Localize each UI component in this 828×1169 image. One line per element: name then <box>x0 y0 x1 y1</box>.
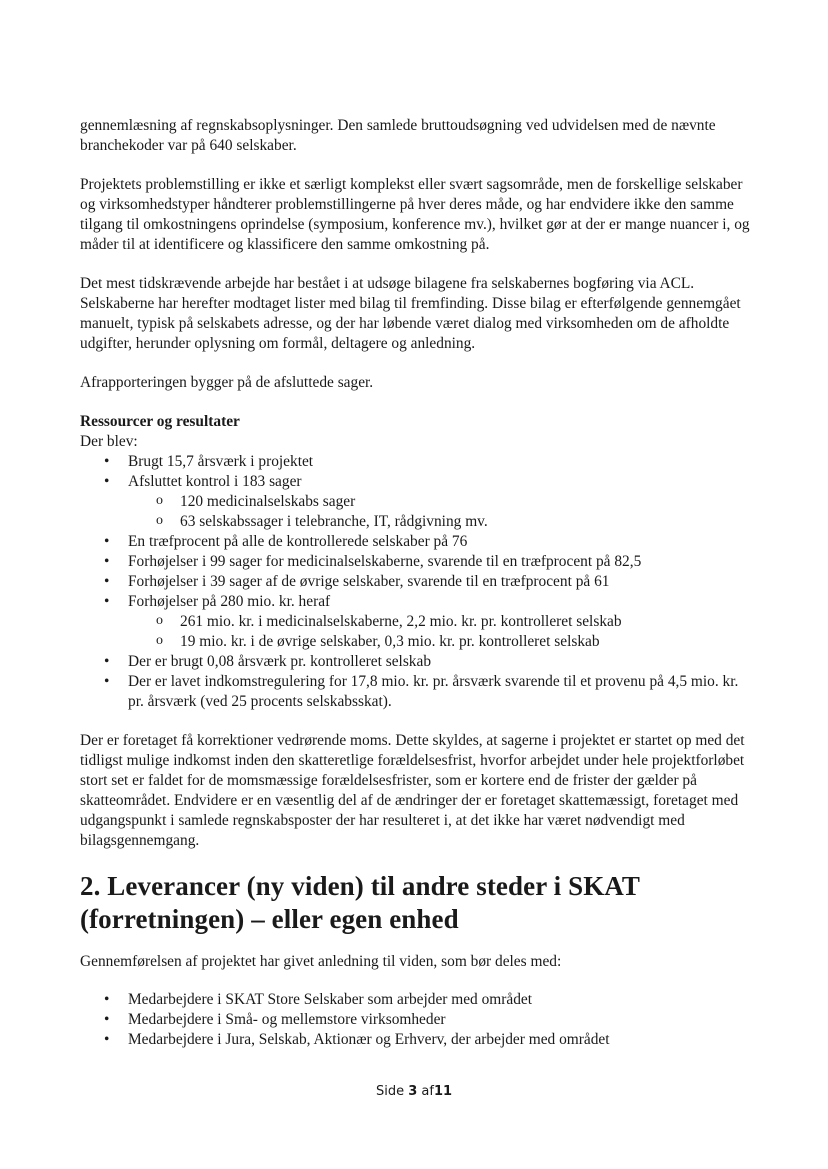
sub-list-item: o 19 mio. kr. i de øvrige selskaber, 0,3 mio. kr. pr. kontrolleret selskab <box>80 632 750 652</box>
page-footer <box>0 1084 828 1099</box>
list-item: • Forhøjelser i 99 sager for medicinalselskaberne, svarende til en træfprocent på 82,5 <box>80 552 750 572</box>
section-2-intro: Gennemførelsen af projektet har givet anledning til viden, som bør deles med: <box>80 953 562 970</box>
list-item: • Der er lavet indkomstregulering for 17,8 mio. kr. pr. årsværk svarende til et provenu på 4,5 mio. kr. pr. årsværk (ved 25 procents selskabsskat). <box>80 672 750 712</box>
sub-list-item: o 261 mio. kr. i medicinalselskaberne, 2,2 mio. kr. pr. kontrolleret selskab <box>80 612 750 632</box>
section-2-heading: 2. Leverancer (ny viden) til andre steder i SKAT (forretningen) – eller egen enhed <box>80 871 640 934</box>
paragraph-intro: gennemlæsning af regnskabsoplysninger. Den samlede bruttoudsøgning ved udvidelsen med de nævnte branchekoder var på 640 selskaber. <box>80 117 716 154</box>
sublist-amounts <box>128 612 750 652</box>
paragraph-report: Afrapporteringen bygger på de afsluttede sager. <box>80 374 374 391</box>
paragraph-work: Det mest tidskrævende arbejde har bestået i at udsøge bilagene fra selskabernes bogføring via ACL. Selskaberne har herefter modtaget lister med bilag til fremfinding. Disse bilag er efterfølgende gennemgået manuelt, typisk på selskabets adresse, og der har løbende været dialog med virksomheden om de afholdte udgifter, herunder oplysning om formål, deltagere og anledning. <box>80 275 741 352</box>
resources-lead: Der blev: <box>80 433 138 450</box>
resources-heading: Ressourcer og resultater <box>80 413 240 430</box>
footer-prefix: Side <box>375 1084 405 1099</box>
list-item: • Medarbejdere i Jura, Selskab, Aktionær og Erhverv, der arbejder med området <box>80 1030 750 1050</box>
sub-list-item: o 63 selskabssager i telebranche, IT, rådgivning mv. <box>80 512 750 532</box>
list-item: • Afsluttet kontrol i 183 sager o 120 medicinalselskabs sager o 63 selskabssager i telebranche, IT, rådgivning mv. <box>80 472 750 532</box>
page-content <box>80 116 750 1050</box>
list-item: • Forhøjelser på 280 mio. kr. heraf o 261 mio. kr. i medicinalselskaberne, 2,2 mio. kr. pr. kontrolleret selskab o 19 mio. kr. i de øvrige selskaber, 0,3 mio. kr. pr. kontrolleret selskab <box>80 592 750 652</box>
list-item: • En træfprocent på alle de kontrollerede selskaber på 76 <box>80 532 750 552</box>
section-2 <box>80 870 750 1050</box>
paragraph-vat: Der er foretaget få korrektioner vedrørende moms. Dette skyldes, at sagerne i projektet er startet op med det tidligst mulige indkomst inden den skatteretlige forældelsesfrist, hvorfor arbejdet under hele projektforløbet stort set er faldet for de momsmæssige forældelsesfrister, som er kortere end de frister der gælder på skatteområdet. Endvidere er en væsentlig del af de ændringer der er foretaget skattemæssigt, foretaget med udgangspunkt i samlede regnskabsposter der har resulteret i, at det ikke har været nødvendigt med bilagsgennemgang. <box>80 732 745 849</box>
sublist-cases <box>128 492 750 532</box>
paragraph-problem: Projektets problemstilling er ikke et særligt komplekst eller svært sagsområde, men de forskellige selskaber og virksomhedstyper håndterer problemstillingerne på hver deres måde, og har endvidere ikke den samme tilgang til omkostningens oprindelse (symposium, konference mv.), hvilket gør at der er mange nuancer i, og måder til at identificere og klassificere den samme omkostning på. <box>80 176 750 253</box>
footer-current-page: 3 <box>408 1084 418 1099</box>
footer-separator: af <box>421 1084 434 1099</box>
list-item: • Brugt 15,7 årsværk i projektet <box>80 452 750 472</box>
list-item: • Medarbejdere i Små- og mellemstore virksomheder <box>80 1010 750 1030</box>
footer-total-pages: 11 <box>433 1084 453 1099</box>
resources-list <box>80 452 750 712</box>
sub-list-item: o 120 medicinalselskabs sager <box>80 492 750 512</box>
list-item: • Der er brugt 0,08 årsværk pr. kontrolleret selskab <box>80 652 750 672</box>
list-item: • Forhøjelser i 39 sager af de øvrige selskaber, svarende til en træfprocent på 61 <box>80 572 750 592</box>
section-2-list <box>80 990 750 1050</box>
list-item: • Medarbejdere i SKAT Store Selskaber som arbejder med området <box>80 990 750 1010</box>
